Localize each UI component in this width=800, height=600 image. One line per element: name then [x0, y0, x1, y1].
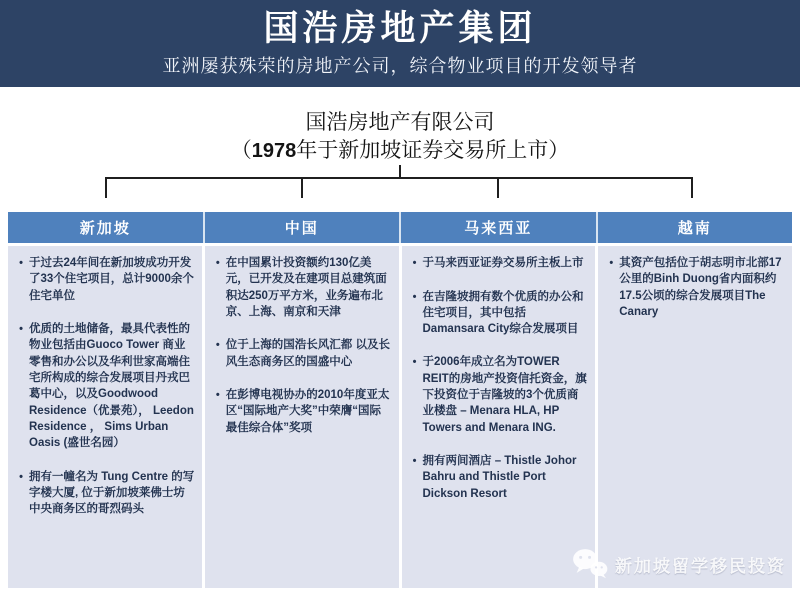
column-vietnam — [598, 246, 792, 588]
watermark-label: 新加坡留学移民投资 — [615, 556, 786, 576]
org-root — [0, 108, 800, 165]
bullet-text: 其资产包括位于胡志明市北部17公里的Binh Duong省内面积约17.5公顷的综合发展项目The Canary — [619, 257, 782, 318]
list-item — [407, 453, 589, 502]
column-singapore — [8, 246, 202, 588]
column-header-malaysia: 马来西亚 — [399, 212, 596, 243]
bullet-icon: • — [412, 356, 417, 369]
bullet-icon: • — [412, 257, 417, 269]
listing-prefix: （ — [230, 138, 252, 163]
bullet-list-malaysia — [407, 255, 589, 502]
column-header-singapore: 新加坡 — [8, 212, 203, 243]
bracket-drop-vietnam — [691, 177, 693, 198]
bracket-drop-china — [301, 177, 303, 198]
bracket-horizontal-line — [105, 177, 693, 179]
bullet-text: 拥有两间酒店 – Thistle Johor Bahru and Thistle Port Dickson Resort — [422, 455, 577, 500]
bullet-text: 在吉隆坡拥有数个优质的办公和住宅项目，其中包括 Damansara City综合发展项目 — [422, 290, 584, 336]
bullet-text: 于马来西亚证券交易所主板上市 — [422, 257, 584, 269]
table-body — [8, 246, 792, 588]
column-china — [205, 246, 399, 588]
bullet-list-vietnam — [603, 255, 785, 320]
column-header-china: 中国 — [203, 212, 400, 243]
list-item — [407, 354, 589, 436]
bullet-icon: • — [19, 470, 23, 483]
column-malaysia — [402, 246, 596, 588]
bullet-icon: • — [412, 455, 417, 468]
page-subtitle: 亚洲屡获殊荣的房地产公司，综合物业项目的开发领导者 — [162, 56, 638, 78]
bullet-list-singapore — [13, 255, 195, 518]
bracket-drop-singapore — [105, 177, 107, 198]
list-item — [13, 255, 195, 304]
bullet-text: 优质的土地储备，最具代表性的物业包括由Guoco Tower 商业零售和办公以及华利世家高端住宅所构成的综合发展项目丹戎巴葛中心，以及Goodwood Residence（优景苑）， Leedon Residence ， Sims Urban Oasis (盛世名园） — [29, 322, 194, 450]
bullet-list-china — [210, 255, 392, 436]
bullet-icon: • — [412, 290, 417, 303]
bullet-text: 在彭博电视协办的2010年度亚太区“国际地产大奖”中荣膺“国际最佳综合体”奖项 — [225, 388, 390, 434]
list-item — [210, 255, 392, 320]
page-title: 国浩房地产集团 — [263, 8, 537, 49]
bullet-icon: • — [215, 388, 220, 401]
bullet-icon: • — [215, 257, 220, 269]
list-item — [603, 255, 785, 320]
watermark — [572, 548, 786, 580]
banner — [0, 0, 800, 87]
bullet-icon: • — [19, 257, 23, 269]
bullet-text: 于2006年成立名为TOWER REIT的房地产投资信托资金，旗下投资位于吉隆坡的3个优质商业楼盘 – Menara HLA, HP Towers and Menara ING. — [422, 356, 587, 434]
list-item — [210, 337, 392, 370]
column-header-vietnam: 越南 — [596, 212, 793, 243]
list-item — [13, 321, 195, 452]
bullet-icon: • — [19, 322, 23, 335]
bullet-text: 位于上海的国浩长风汇都 以及长风生态商务区的国盛中心 — [225, 339, 390, 368]
bracket-drop-malaysia — [497, 177, 499, 198]
listing-note — [0, 136, 800, 165]
list-item — [407, 289, 589, 338]
list-item — [407, 255, 589, 272]
bullet-text: 于过去24年间在新加坡成功开发了33个住宅项目，总计9000余个住宅单位 — [29, 257, 194, 302]
listing-rest: 年于新加坡证券交易所上市） — [296, 138, 570, 163]
listing-year: 1978 — [251, 140, 297, 163]
list-item — [13, 469, 195, 518]
table-header-row — [8, 212, 792, 243]
wechat-icon — [572, 548, 608, 580]
bullet-text: 拥有一幢名为 Tung Centre 的写字楼大厦, 位于新加坡莱佛士坊中央商务区的哥烈码头 — [29, 470, 195, 516]
bullet-icon: • — [215, 339, 220, 352]
bullet-text: 在中国累计投资额约130亿美元，已开发及在建项目总建筑面积达250万平方米，业务遍布北京、上海、南京和天津 — [225, 257, 387, 318]
company-name: 国浩房地产有限公司 — [305, 110, 495, 134]
bullet-icon: • — [609, 257, 614, 269]
list-item — [210, 387, 392, 436]
